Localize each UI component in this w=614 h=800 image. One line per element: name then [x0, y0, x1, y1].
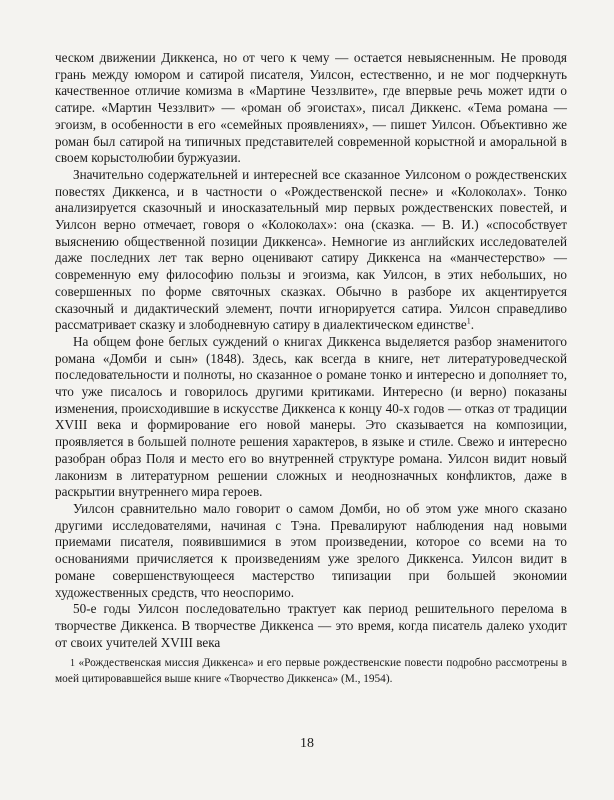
footnote-reference: 1: [466, 316, 471, 326]
paragraph-4: Уилсон сравнительно мало говорит о самом Домби, но об этом уже много сказано другими исследователями, начиная с Тэна. Превалируют наблюдения над новыми приемами писателя, появившимися в этом произведении, которое со всеми на то основаниями причисляется к произведениям уже зрелого Диккенса. Уилсон видит в романе совершенствующееся мастерство типизации при большей экономии художественных средств, что неоспоримо.: [55, 500, 567, 600]
page-number: 18: [300, 736, 314, 751]
paragraph-2: Значительно содержательней и интересней все сказанное Уилсоном о рождественских повестях Диккенса, и в частности о «Рождественской песне» и «Колоколах». Тонко анализируется сказочный и иносказательный мир первых рождественских повестей, и Уилсон верно отмечает, говоря о «Колоколах»: она (сказка. — В. И.) «способствует выяснению общественной позиции Диккенса». Немногие из английских исследователей даже последних лет так верно оценивают сатиру Диккенса на «манчестерство» — современную ему философию пользы и эгоизма, как Уилсон, в этих небольших, но совершенных по форме святочных сказках. Обычно в разборе их акцентируется сказочный и дидактический элемент, почти игнорируется сатира. Уилсон справедливо рассматривает сказку и злободневную сатиру в диалектическом единстве$^1$.: [55, 166, 567, 333]
footnote: [55, 656, 567, 685]
paragraph-1: ческом движении Диккенса, но от чего к чему — остается невыясненным. Не проводя грань между юмором и сатирой писателя, Уилсон, естественно, и не мог подчеркнуть качественное отличие комизма в «Мартине Чеззлвите», где впервые речь может идти о сатире. «Мартин Чеззлвит» — «роман об эгоистах», писал Диккенс. «Тема романа — эгоизм, в особенности в его «семейных проявлениях», — пишет Уилсон. Объективно же роман был сатирой на типичных представителей современной корыстной и аморальной в своем корыстолюбии буржуазии.: [55, 50, 567, 166]
footnote-text: «Рождественская миссия Диккенса» и его первые рождественские повести подробно рассмотрены в моей цитировавшейся выше книге «Творчество Диккенса» (М., 1954).: [55, 657, 567, 685]
footnote-mark: 1: [70, 658, 75, 670]
paragraph-2-text: Значительно содержательней и интересней все сказанное Уилсоном о рождественских повестях Диккенса, и в частности о «Рождественской песне» и «Колоколах». Тонко анализируется сказочный и иносказательный мир первых рождественских повестей, и Уилсон верно отмечает, говоря о «Колоколах»: она (сказка. — В. И.) «способствует выяснению общественной позиции Диккенса». Немногие из английских исследователей даже последних лет так верно оценивают сатиру Диккенса на «манчестерство» — современную ему философию пользы и эгоизма, как Уилсон, в этих небольших, но совершенных по форме святочных сказках. Обычно в разборе их акцентируется сказочный и дидактический элемент, почти игнорируется сатира. Уилсон справедливо рассматривает сказку и злободневную сатиру в диалектическом единстве: [55, 166, 567, 333]
page-body: [55, 50, 567, 686]
paragraph-5: 50-е годы Уилсон последовательно трактует как период решительного перелома в творчестве Диккенса. В творчестве Диккенса — это время, когда писатель далеко уходит от своих учителей XVIII века: [55, 601, 567, 650]
paragraph-3: На общем фоне беглых суждений о книгах Диккенса выделяется разбор знаменитого романа «Домби и сын» (1848). Здесь, как всегда в книге, нет литературоведческой последовательности и полноты, но сказанное о романе тонко и интересно и дополняет то, что уже писалось и говорилось другими критиками. Интересно (и верно) показаны изменения, происходившие в искусстве Диккенса к концу 40-х годов — отказ от традиции XVIII века и формирование его новой манеры. Это сказывается на композиции, проявляется в большей полноте решения характеров, в языке и стиле. Свежо и интересно разобран образ Поля и место его во внутренней структуре романа. Уилсон видит новый лаконизм в литературном решении сложных и неоднозначных конфликтов, даже в раскрытии внутреннего мира героев.: [55, 333, 567, 500]
